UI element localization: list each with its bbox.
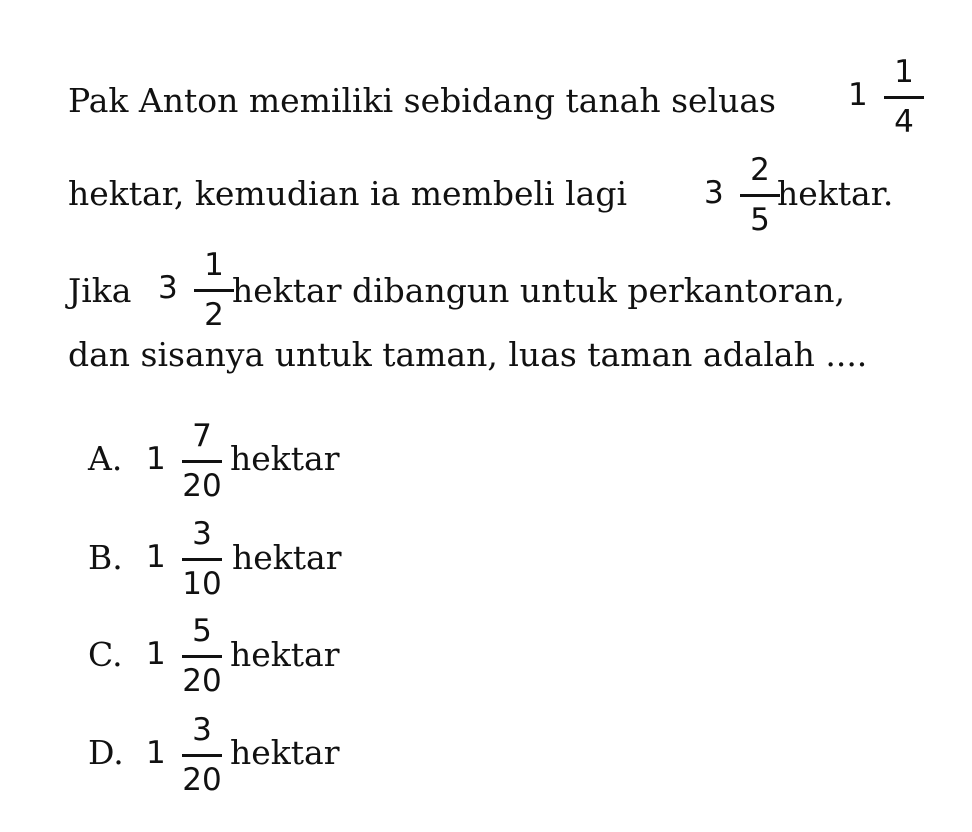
mixed-fraction-first <box>848 54 928 157</box>
question-line-2-start: hektar, kemudian ia membeli lagi <box>68 174 628 213</box>
denominator: 20 <box>182 468 222 504</box>
option-a-letter: A. <box>88 439 123 478</box>
fraction-bar <box>182 754 222 757</box>
option-d-letter: D. <box>88 733 124 772</box>
fraction-bar <box>884 96 924 99</box>
denominator: 10 <box>182 566 222 602</box>
numerator: 3 <box>192 712 212 748</box>
question-line-2-end: hektar. <box>777 174 894 213</box>
numerator: 1 <box>894 54 914 90</box>
option-a-unit: hektar <box>230 439 340 478</box>
whole-number: 3 <box>158 270 178 306</box>
option-c-letter: C. <box>88 635 123 674</box>
fraction-bar <box>182 558 222 561</box>
numerator: 7 <box>192 418 212 454</box>
numerator: 5 <box>192 613 212 649</box>
numerator: 3 <box>192 516 212 552</box>
question-line-3-end: hektar dibangun untuk perkantoran, <box>232 271 846 310</box>
question-line-4: dan sisanya untuk taman, luas taman adalah .... <box>68 335 868 374</box>
whole-number: 3 <box>704 175 724 211</box>
fraction-bar <box>182 460 222 463</box>
whole-number: 1 <box>146 539 166 575</box>
fraction-bar <box>182 655 222 658</box>
option-b-unit: hektar <box>232 538 342 577</box>
denominator: 20 <box>182 663 222 699</box>
whole-number: 1 <box>146 636 166 672</box>
denominator: 20 <box>182 762 222 798</box>
option-c-fraction <box>146 613 226 716</box>
fraction-bar <box>194 289 234 292</box>
mixed-fraction-second <box>704 152 784 255</box>
option-b-fraction <box>146 516 226 619</box>
denominator: 4 <box>894 104 914 140</box>
numerator: 1 <box>204 247 224 283</box>
denominator: 2 <box>204 297 224 333</box>
fraction-bar <box>740 194 780 197</box>
option-d-fraction <box>146 712 226 815</box>
denominator: 5 <box>750 202 770 238</box>
option-b-letter: B. <box>88 538 123 577</box>
question-line-1: Pak Anton memiliki sebidang tanah seluas <box>68 81 776 120</box>
whole-number: 1 <box>146 441 166 477</box>
whole-number: 1 <box>146 735 166 771</box>
option-d-unit: hektar <box>230 733 340 772</box>
whole-number: 1 <box>848 77 868 113</box>
option-c-unit: hektar <box>230 635 340 674</box>
numerator: 2 <box>750 152 770 188</box>
question-line-3-start: Jika <box>68 271 132 310</box>
option-a-fraction <box>146 418 226 521</box>
